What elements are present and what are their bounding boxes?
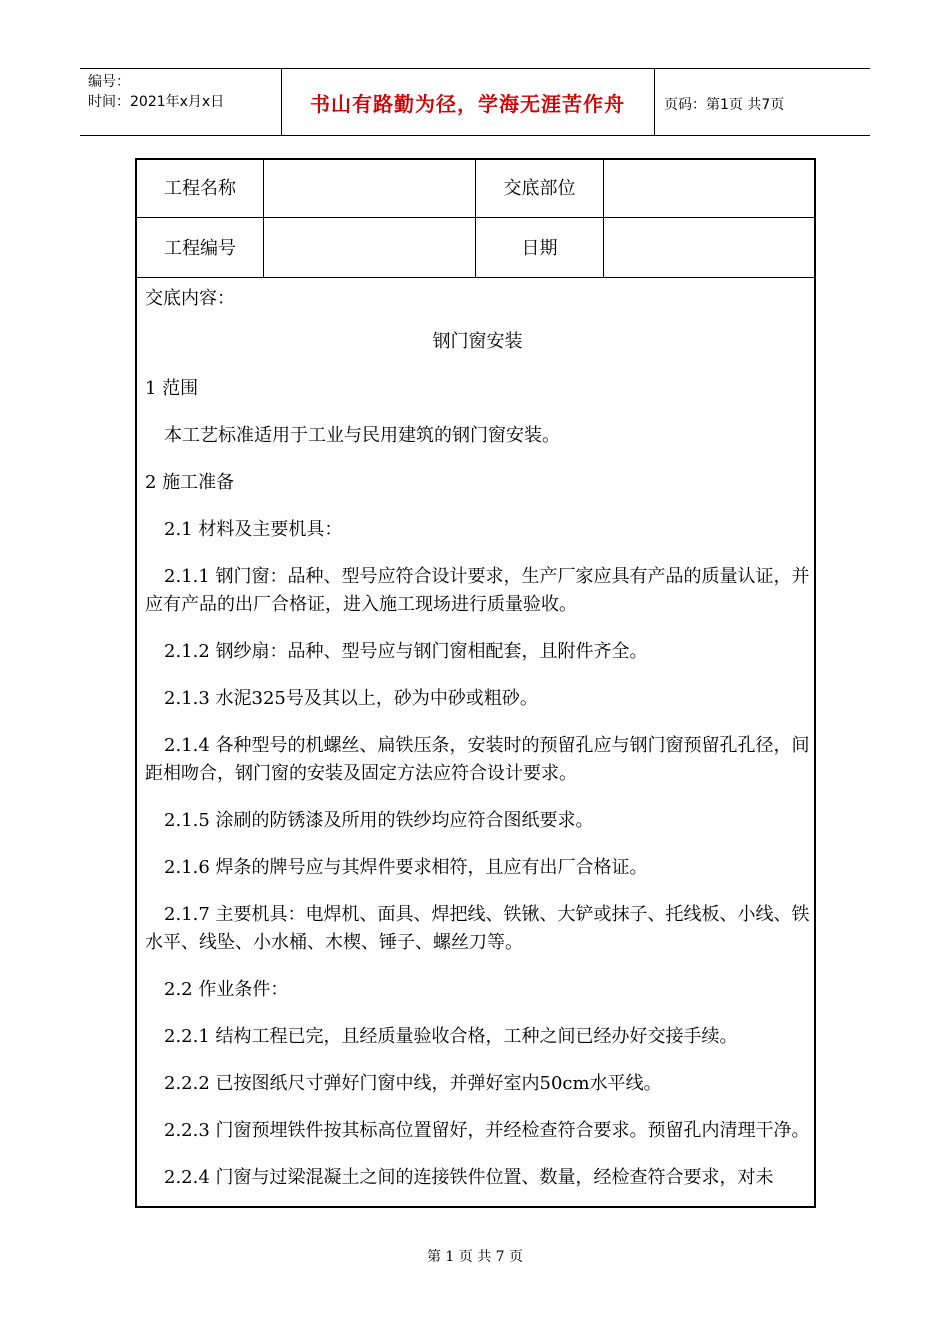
paragraph: 2.1.7 主要机具：电焊机、面具、焊把线、铁锹、大铲或抹子、托线板、小线、铁水平、线坠、小水桶、木楔、锤子、螺丝刀等。 bbox=[145, 904, 810, 953]
subsection-heading: 2.1 材料及主要机具： bbox=[164, 519, 343, 540]
header-page-info: 页码：第1页 共7页 bbox=[664, 97, 785, 113]
paragraph: 2.1.2 钢纱扇：品种、型号应与钢门窗相配套，且附件齐全。 bbox=[164, 641, 648, 662]
paragraph: 2.2.2 已按图纸尺寸弹好门窗中线，并弹好室内50cm水平线。 bbox=[164, 1073, 662, 1094]
paragraph: 2.2.4 门窗与过梁混凝土之间的连接铁件位置、数量，经检查符合要求，对未 bbox=[164, 1167, 774, 1188]
subsection-heading: 2.2 作业条件： bbox=[164, 979, 289, 1000]
page-footer: 第 1 页 共 7 页 bbox=[426, 1249, 524, 1265]
paragraph: 本工艺标准适用于工业与民用建筑的钢门窗安装。 bbox=[164, 425, 560, 446]
section-heading: 1 范围 bbox=[145, 378, 199, 399]
paragraph: 2.1.1 钢门窗：品种、型号应符合设计要求，生产厂家应具有产品的质量认证，并应有产品的出厂合格证，进入施工现场进行质量验收。 bbox=[145, 566, 810, 615]
time-label: 时间：2021年x月x日 bbox=[88, 94, 225, 110]
project-no-label: 工程编号 bbox=[164, 238, 236, 259]
date-label: 日期 bbox=[521, 238, 558, 259]
briefing-part-label: 交底部位 bbox=[503, 178, 576, 199]
header-meta bbox=[88, 72, 224, 112]
briefing-content bbox=[145, 285, 810, 1211]
paragraph: 2.1.4 各种型号的机螺丝、扁铁压条，安装时的预留孔应与钢门窗预留孔孔径，间距相吻合，钢门窗的安装及固定方法应符合设计要求。 bbox=[145, 735, 810, 784]
table-col-divider bbox=[263, 158, 264, 278]
header-motto: 书山有路勤为径，学海无涯苦作舟 bbox=[310, 92, 625, 116]
header-divider-right bbox=[654, 68, 655, 136]
project-name-label: 工程名称 bbox=[164, 178, 236, 199]
document-title: 钢门窗安装 bbox=[432, 331, 523, 352]
paragraph: 2.2.3 门窗预埋铁件按其标高位置留好，并经检查符合要求。预留孔内清理干净。 bbox=[164, 1120, 810, 1141]
header-top-rule bbox=[80, 68, 870, 69]
paragraph: 2.2.1 结构工程已完，且经质量验收合格，工种之间已经办好交接手续。 bbox=[164, 1026, 738, 1047]
serial-label: 编号： bbox=[88, 74, 130, 90]
paragraph: 2.1.5 涂刷的防锈漆及所用的铁纱均应符合图纸要求。 bbox=[164, 810, 594, 831]
content-intro-label: 交底内容： bbox=[145, 288, 235, 309]
section-heading: 2 施工准备 bbox=[145, 472, 235, 493]
paragraph: 2.1.3 水泥325号及其以上，砂为中砂或粗砂。 bbox=[164, 688, 538, 709]
header-bottom-rule bbox=[80, 135, 870, 136]
table-col-divider bbox=[603, 158, 604, 278]
paragraph: 2.1.6 焊条的牌号应与其焊件要求相符，且应有出厂合格证。 bbox=[164, 857, 648, 878]
